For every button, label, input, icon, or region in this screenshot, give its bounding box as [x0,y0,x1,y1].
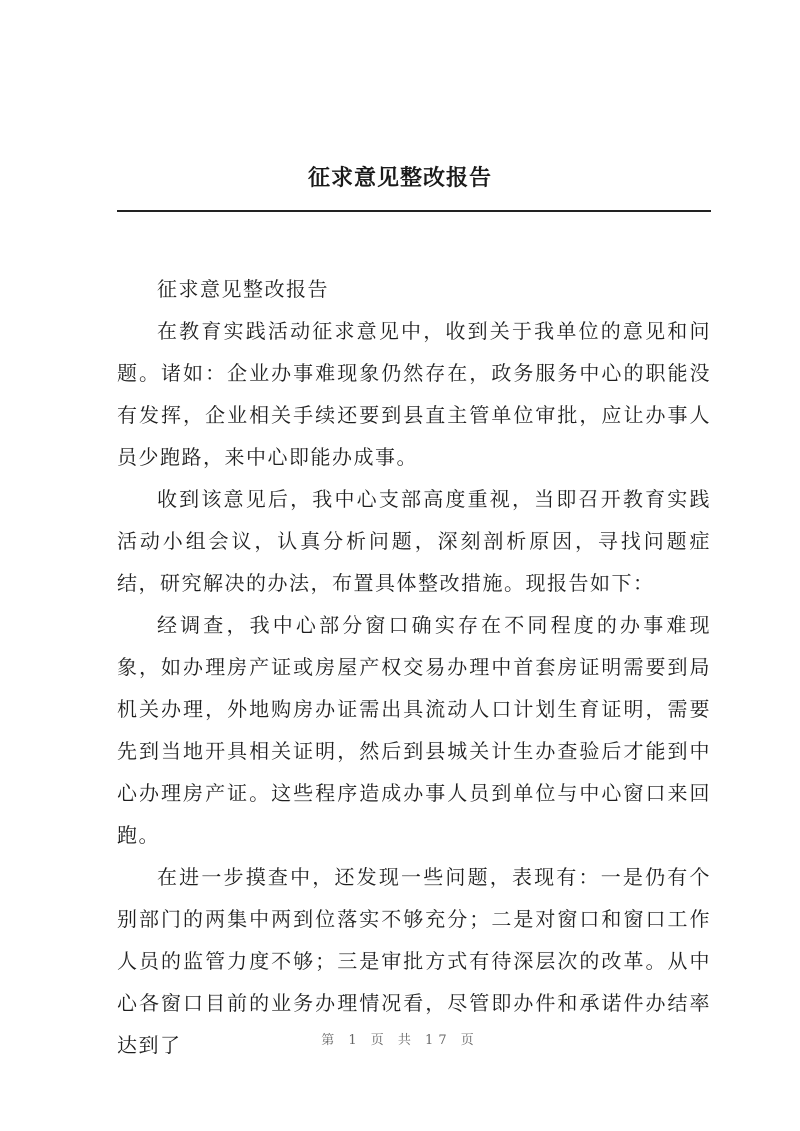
page-number-footer: 第 1 页 共 17 页 [321,1033,479,1048]
paragraph: 在教育实践活动征求意见中，收到关于我单位的意见和问题。诸如：企业办事难现象仍然存在，政务服务中心的职能没有发挥，企业相关手续还要到县直主管单位审批，应让办事人员少跑路，来中心即能办成事。 [117,319,711,469]
document-title: 征求意见整改报告 [307,165,492,191]
title-divider [117,210,711,212]
body-heading: 征求意见整改报告 [157,277,329,301]
paragraph: 在进一步摸查中，还发现一些问题，表现有：一是仍有个别部门的两集中两到位落实不够充分；二是对窗口和窗口工作人员的监管力度不够；三是审批方式有待深层次的改革。从中心各窗口目前的业务办理情况看，尽管即办件和承诺件办结率达到了 [117,865,711,1057]
paragraph: 经调查，我中心部分窗口确实存在不同程度的办事难现象，如办理房产证或房屋产权交易办理中首套房证明需要到局机关办理，外地购房办证需出具流动人口计划生育证明，需要先到当地开具相关证明，然后到县城关计生办查验后才能到中心办理房产证。这些程序造成办事人员到单位与中心窗口来回跑。 [117,613,711,847]
paragraph: 收到该意见后，我中心支部高度重视，当即召开教育实践活动小组会议，认真分析问题，深刻剖析原因，寻找问题症结，研究解决的办法，布置具体整改措施。现报告如下： [117,487,711,595]
document-body [117,268,711,1066]
